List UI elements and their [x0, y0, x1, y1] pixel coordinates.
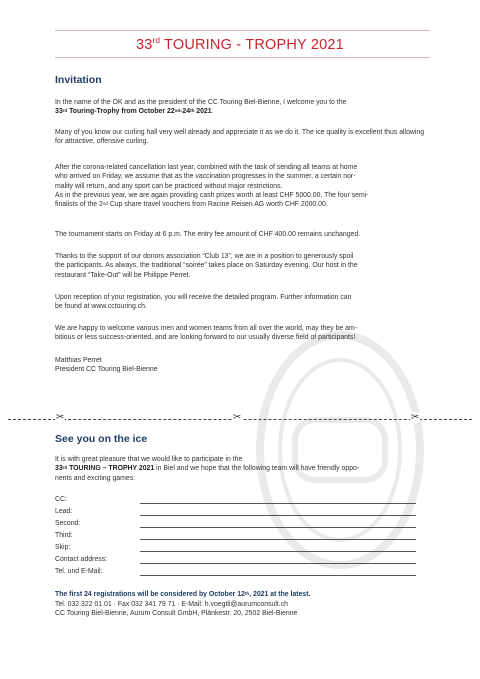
contact-line-address: CC Touring Biel-Bienne, Aurum Consult GmbH, Plänkestr. 20, 2502 Biel-Bienne: [55, 610, 298, 618]
program-paragraph: Upon reception of your registration, you will receive the detailed program. Further information can be found at www.cctouring.ch.: [55, 294, 352, 311]
registration-heading: See you on the ice: [55, 433, 148, 445]
scissors-icon: ✂: [411, 412, 420, 423]
field-label-skip: Skip:: [55, 544, 71, 551]
field-label-lead: Lead:: [55, 508, 73, 515]
welcome-paragraph: In the name of the OK and as the president of the CC Touring Biel-Bienne, I welcome you to the 33rd Touring-Trophy from October 22nd-24th 2021.: [55, 99, 347, 116]
ice-quality-paragraph: Many of you know our curling hall very well already and appreciate it as we do it. The ice quality is excellent thus allowing for attractive, offensive curling.: [55, 129, 425, 146]
page-title: 33rd TOURING - TROPHY 2021: [136, 36, 344, 53]
start-paragraph: The tournament starts on Friday at 6 p.m. The entry fee amount of CHF 400.00 remains unchanged.: [55, 231, 361, 238]
signature: [55, 356, 425, 375]
deadline-note: The first 24 registrations will be considered by October 12th, 2021 at the latest.: [55, 591, 311, 598]
scissors-icon: ✂: [56, 412, 65, 423]
field-label-cc: CC:: [55, 496, 67, 503]
contact-line-phone: Tel. 032 322 01 01 · Fax 032 341 79 71 · E-Mail: h.voegtli@aurumconsult.ch: [55, 601, 288, 608]
signature-name: Matthias Perret: [55, 357, 102, 364]
field-label-contact: Contact address:: [55, 556, 108, 563]
contact-info: [55, 600, 425, 619]
top-rule: [55, 30, 430, 31]
field-label-second: Second:: [55, 520, 81, 527]
donors-paragraph: Thanks to the support of our donors association “Club 13”, we are in a position to generously spoil the participants. As always, the traditional “soirée” takes place on Saturday evening. Our host in the restaurant “Take-Out” will be Philippe Perret.: [55, 253, 358, 279]
welcome-teams-paragraph: We are happy to welcome various men and women teams from all over the world, may they be am- bitious or less success-oriented, and are looking forward to our usually diverse field of participants!: [55, 325, 358, 342]
field-line-tel-email[interactable]: [140, 575, 416, 576]
invitation-heading: Invitation: [55, 74, 102, 86]
registration-intro: It is with great pleasure that we would like to participate in the 33rd TOURING – TROPHY 2021 in Biel and we hope that the following team will have friendly oppo- nents and exciting games:: [55, 456, 360, 482]
field-line-second[interactable]: [140, 527, 416, 528]
field-label-tel-email: Tel. und E-Mail:: [55, 568, 103, 575]
prizes-paragraph: After the corona-related cancellation last year, combined with the task of sending all teams at home who arrived on Friday, we assume that as the vaccination progresses in the summer, a certain nor- mality will return, and any sport can be practiced without major restrictions. As in the previous year, we are again providing cash prizes worth at least CHF 5000.00. The four semi- finalists of the 2nd Cup share travel vouchers from Racine Reisen AG worth CHF 2000.00.: [55, 164, 369, 209]
cut-line: [0, 414, 480, 424]
scissors-icon: ✂: [233, 412, 242, 423]
field-line-skip[interactable]: [140, 551, 416, 552]
field-line-third[interactable]: [140, 539, 416, 540]
signature-role: President CC Touring Biel-Bienne: [55, 366, 158, 374]
field-label-third: Third:: [55, 532, 73, 539]
title-rule: [55, 57, 430, 58]
field-line-cc[interactable]: [140, 503, 416, 504]
field-line-contact[interactable]: [140, 563, 416, 564]
field-line-lead[interactable]: [140, 515, 416, 516]
